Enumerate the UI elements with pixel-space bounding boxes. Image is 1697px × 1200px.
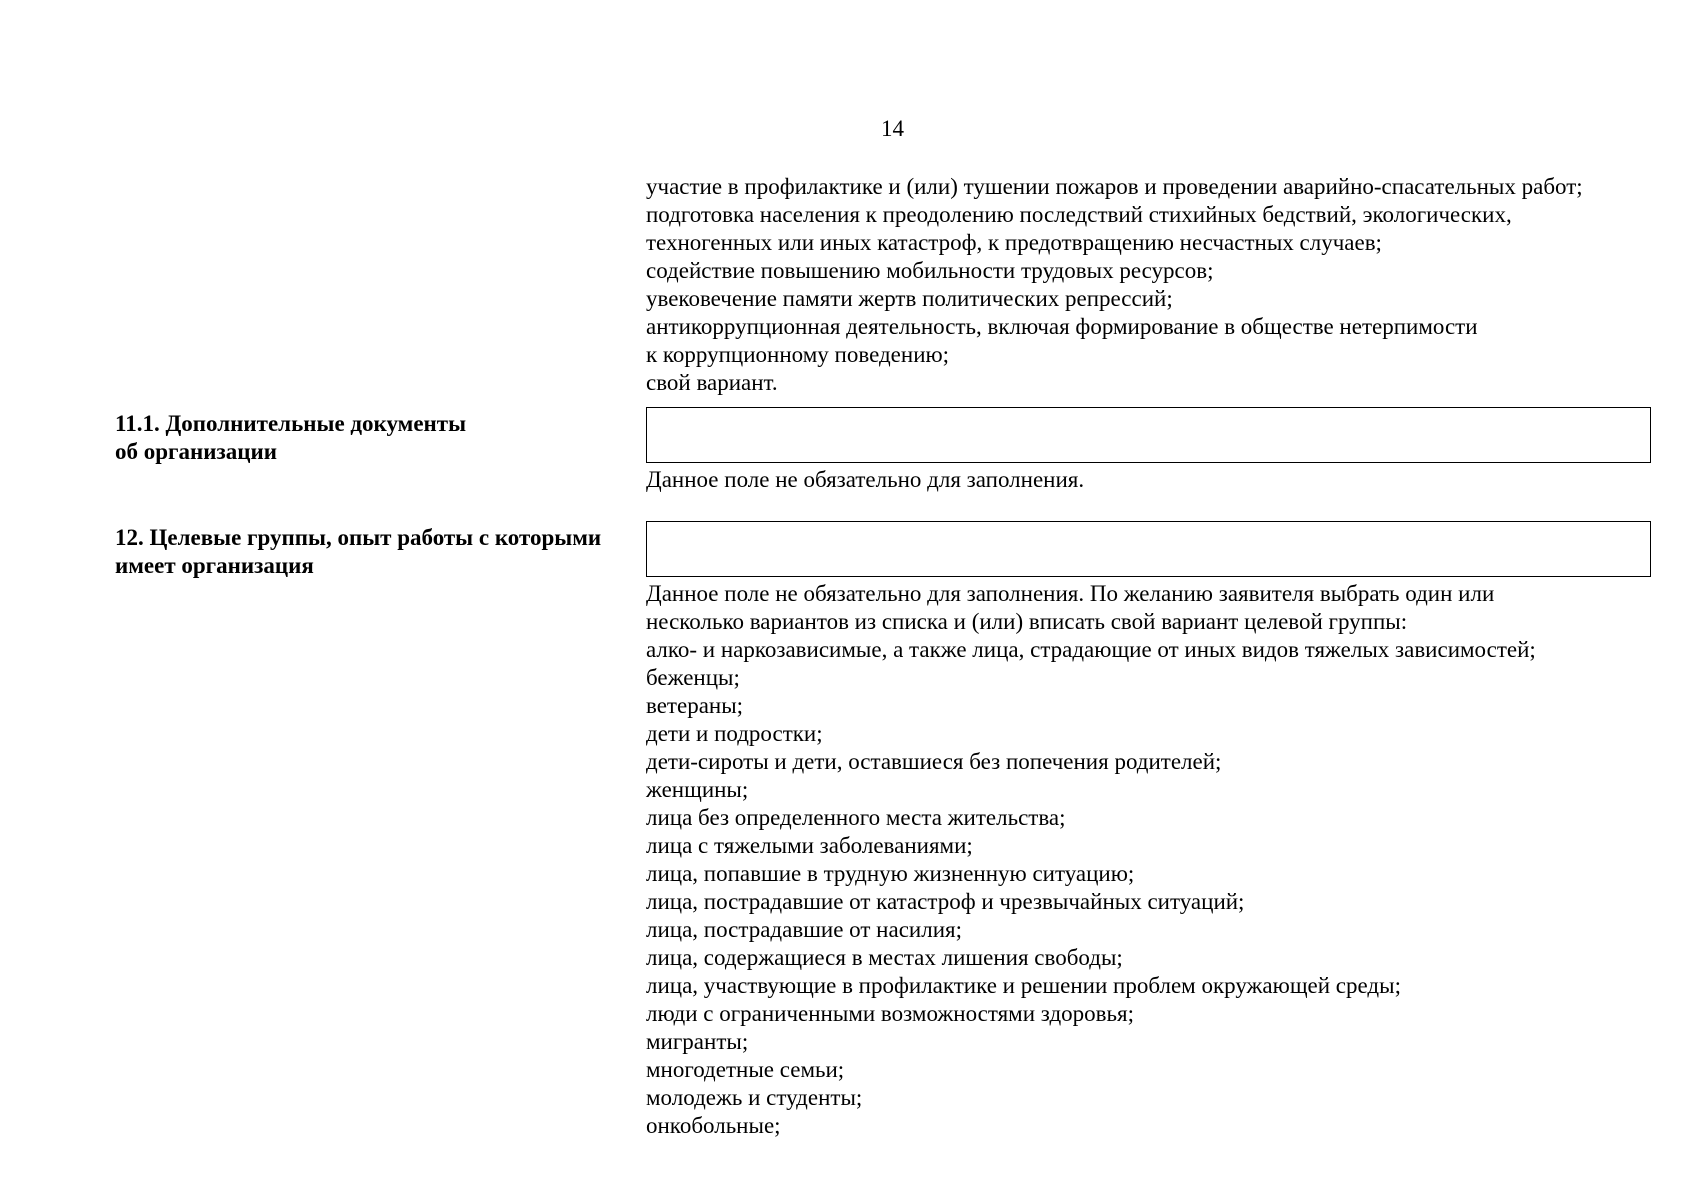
list-item: лица, содержащиеся в местах лишения свободы; bbox=[646, 945, 1123, 970]
list-item: к коррупционному поведению; bbox=[646, 342, 950, 367]
additional-documents-field[interactable] bbox=[646, 407, 1651, 463]
list-item: ветераны; bbox=[646, 693, 744, 718]
list-item: беженцы; bbox=[646, 665, 740, 690]
list-item: женщины; bbox=[646, 777, 749, 802]
section-11-1-label-line: об организации bbox=[115, 439, 277, 464]
target-groups-field[interactable] bbox=[646, 521, 1651, 577]
section-11-1-note: Данное поле не обязательно для заполнения. bbox=[646, 467, 1085, 492]
section-12-note-line: несколько вариантов из списка и (или) вписать свой вариант целевой группы: bbox=[646, 609, 1408, 634]
section-11-1-label-line: 11.1. Дополнительные документы bbox=[115, 411, 467, 436]
section-12-label-line: имеет организация bbox=[115, 553, 314, 578]
list-item: онкобольные; bbox=[646, 1113, 781, 1138]
list-item: лица без определенного места жительства; bbox=[646, 805, 1066, 830]
list-item: участие в профилактике и (или) тушении пожаров и проведении аварийно-спасательных работ; bbox=[646, 174, 1583, 199]
list-item: техногенных или иных катастроф, к предотвращению несчастных случаев; bbox=[646, 230, 1382, 255]
section-12-note-line: Данное поле не обязательно для заполнения. По желанию заявителя выбрать один или bbox=[646, 581, 1495, 606]
page-number: 14 bbox=[881, 116, 904, 141]
section-12-label-line: 12. Целевые группы, опыт работы с которыми bbox=[115, 525, 602, 550]
list-item: лица, попавшие в трудную жизненную ситуацию; bbox=[646, 861, 1135, 886]
list-item: алко- и наркозависимые, а также лица, страдающие от иных видов тяжелых зависимостей; bbox=[646, 637, 1536, 662]
list-item: подготовка населения к преодолению последствий стихийных бедствий, экологических, bbox=[646, 202, 1512, 227]
list-item: мигранты; bbox=[646, 1029, 749, 1054]
section-12-label bbox=[115, 524, 601, 580]
list-item: молодежь и студенты; bbox=[646, 1085, 863, 1110]
section-12-notes-and-options bbox=[646, 580, 1536, 1140]
section-11-1-label bbox=[115, 410, 466, 466]
list-item: лица с тяжелыми заболеваниями; bbox=[646, 833, 973, 858]
list-item: лица, пострадавшие от насилия; bbox=[646, 917, 962, 942]
list-item: содействие повышению мобильности трудовых ресурсов; bbox=[646, 258, 1214, 283]
list-item: дети и подростки; bbox=[646, 721, 823, 746]
list-item: лица, пострадавшие от катастроф и чрезвычайных ситуаций; bbox=[646, 889, 1245, 914]
activity-list-continuation bbox=[646, 173, 1583, 397]
list-item: дети-сироты и дети, оставшиеся без попечения родителей; bbox=[646, 749, 1222, 774]
list-item: антикоррупционная деятельность, включая формирование в обществе нетерпимости bbox=[646, 314, 1478, 339]
list-item: люди с ограниченными возможностями здоровья; bbox=[646, 1001, 1134, 1026]
list-item: увековечение памяти жертв политических репрессий; bbox=[646, 286, 1173, 311]
list-item: свой вариант. bbox=[646, 370, 778, 395]
list-item: лица, участвующие в профилактике и решении проблем окружающей среды; bbox=[646, 973, 1401, 998]
list-item: многодетные семьи; bbox=[646, 1057, 845, 1082]
